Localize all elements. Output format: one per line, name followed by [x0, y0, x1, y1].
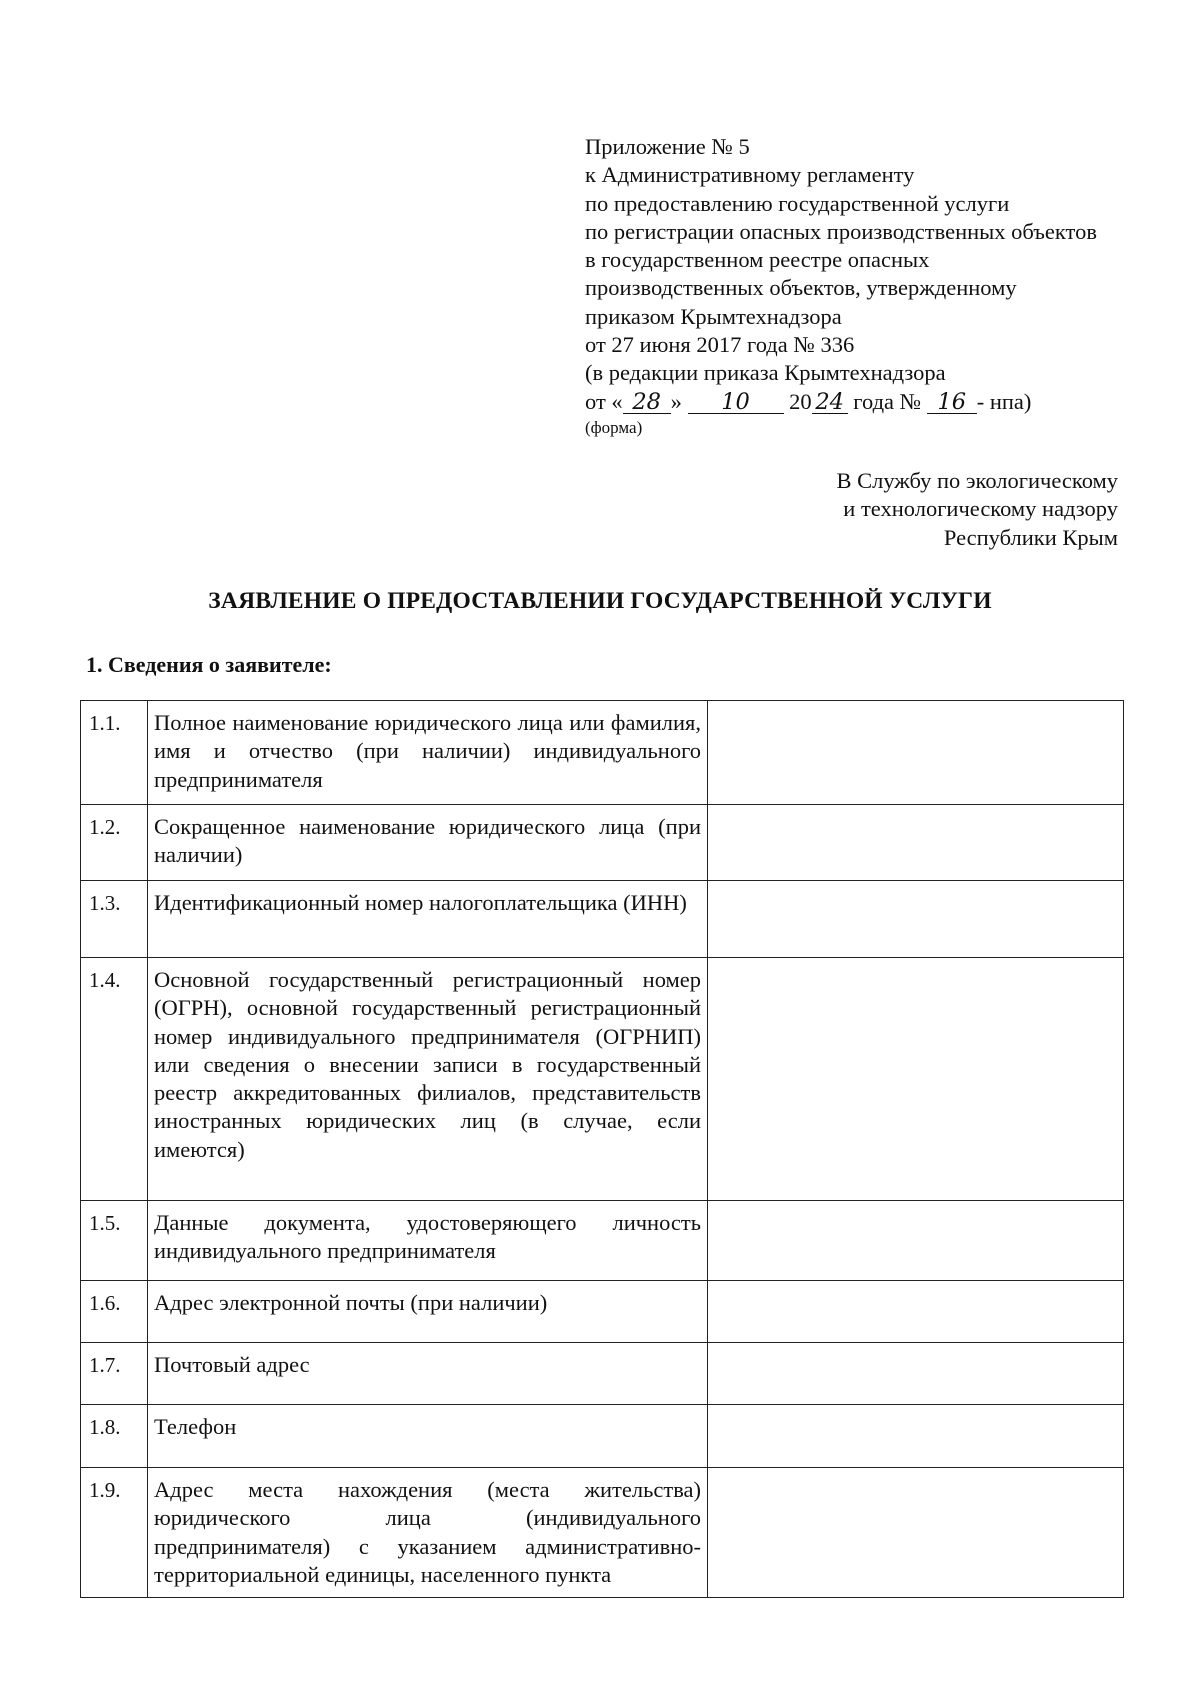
document-title: ЗАЯВЛЕНИЕ О ПРЕДОСТАВЛЕНИИ ГОСУДАРСТВЕННОЙ УСЛУГИ: [208, 588, 992, 614]
row-label: Идентификационный номер налогоплательщика (ИНН): [148, 881, 708, 958]
table-row: [81, 1281, 1124, 1343]
applicant-info-table: [80, 700, 1124, 1598]
row-value-field[interactable]: [708, 1343, 1124, 1405]
handwritten-month: 10: [688, 391, 784, 414]
table-row: [81, 1468, 1124, 1598]
row-label: Почтовый адрес: [148, 1343, 708, 1405]
row-value-field[interactable]: [708, 1468, 1124, 1598]
annex-line: от 27 июня 2017 года № 336: [585, 332, 855, 358]
year-prefix: 20: [789, 388, 812, 414]
row-number: 1.1.: [81, 701, 148, 805]
table-row: [81, 701, 1124, 805]
row-number: 1.4.: [81, 958, 148, 1201]
handwritten-order-number: 16: [927, 391, 977, 414]
row-label: Сокращенное наименование юридического лица (при наличии): [148, 805, 708, 881]
row-label: Телефон: [148, 1405, 708, 1468]
row-label: Адрес электронной почты (при наличии): [148, 1281, 708, 1343]
form-label: (форма): [585, 417, 643, 437]
table-row: [81, 1201, 1124, 1281]
annex-line: в государственном реестре опасных: [585, 247, 930, 273]
row-label: Основной государственный регистрационный номер (ОГРН), основной государственный регистрационный номер индивидуального предпринимателя (ОГРНИП) или сведения о внесении записи в государственный реестр аккредитованных филиалов, представительств иностранных юридических лиц (в случае, если имеются): [148, 958, 708, 1201]
handwritten-year: 24: [812, 391, 848, 414]
row-value-field[interactable]: [708, 701, 1124, 805]
annex-line: производственных объектов, утвержденному: [585, 275, 1017, 301]
row-label: Данные документа, удостоверяющего личность индивидуального предпринимателя: [148, 1201, 708, 1281]
row-label: Полное наименование юридического лица или фамилия, имя и отчество (при наличии) индивидуального предпринимателя: [148, 701, 708, 805]
row-number: 1.8.: [81, 1405, 148, 1468]
row-number: 1.7.: [81, 1343, 148, 1405]
addressee-line: В Службу по экологическому: [836, 468, 1118, 493]
annex-header: [585, 133, 1145, 438]
annex-line: по предоставлению государственной услуги: [585, 190, 1010, 216]
table-row: [81, 1343, 1124, 1405]
row-value-field[interactable]: [708, 1201, 1124, 1281]
row-value-field[interactable]: [708, 1405, 1124, 1468]
annex-line: (в редакции приказа Крымтехнадзора: [585, 360, 946, 386]
section-heading: 1. Сведения о заявителе:: [86, 652, 332, 677]
annex-date-line: [585, 388, 1145, 416]
date-prefix: от «: [585, 388, 623, 414]
table-row: [81, 805, 1124, 881]
annex-line: Приложение № 5: [585, 134, 750, 159]
row-number: 1.9.: [81, 1468, 148, 1598]
annex-line: приказом Крымтехнадзора: [585, 303, 842, 329]
order-number-label: года №: [853, 388, 922, 414]
row-number: 1.2.: [81, 805, 148, 881]
row-number: 1.6.: [81, 1281, 148, 1343]
row-value-field[interactable]: [708, 805, 1124, 881]
handwritten-day: 28: [623, 391, 671, 414]
row-value-field[interactable]: [708, 958, 1124, 1201]
row-number: 1.5.: [81, 1201, 148, 1281]
addressee-block: [698, 467, 1118, 552]
row-label: Адрес места нахождения (места жительства) юридического лица (индивидуального предпринимателя) с указанием административно-территориальной единицы, населенного пункта: [148, 1468, 708, 1598]
table-row: [81, 958, 1124, 1201]
date-suffix: - нпа): [976, 388, 1032, 414]
date-mid: »: [670, 388, 682, 414]
annex-line: по регистрации опасных производственных объектов: [585, 218, 1097, 244]
row-number: 1.3.: [81, 881, 148, 958]
row-value-field[interactable]: [708, 1281, 1124, 1343]
addressee-line: и технологическому надзору: [843, 496, 1118, 522]
addressee-line: Республики Крым: [943, 524, 1118, 550]
annex-line: к Административному регламенту: [585, 162, 915, 188]
table-row: [81, 1405, 1124, 1468]
row-value-field[interactable]: [708, 881, 1124, 958]
table-row: [81, 881, 1124, 958]
